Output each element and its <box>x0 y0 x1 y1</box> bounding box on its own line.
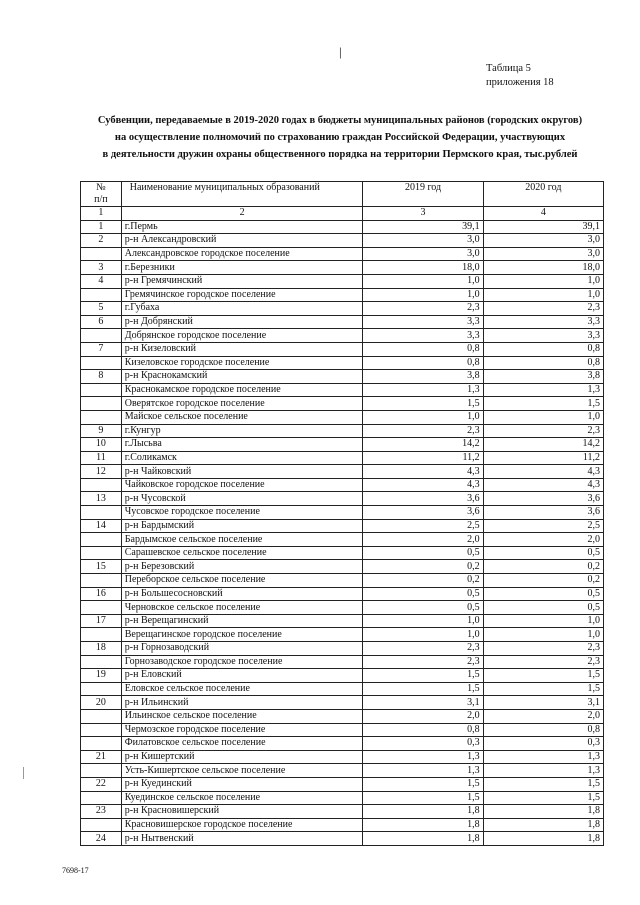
table-row <box>81 302 604 316</box>
document-code: 7698-17 <box>62 866 89 875</box>
municipality-name: Оверятское городское поселение <box>121 397 363 411</box>
subsidy-table <box>80 181 604 846</box>
table-row <box>81 315 604 329</box>
table-row <box>81 682 604 696</box>
value-2019: 3,6 <box>363 506 483 520</box>
row-number <box>81 737 122 751</box>
table-row <box>81 574 604 588</box>
value-2019: 1,0 <box>363 614 483 628</box>
table-row <box>81 288 604 302</box>
row-number <box>81 288 122 302</box>
table-row <box>81 329 604 343</box>
column-index: 1 <box>81 207 122 221</box>
municipality-name: р-н Добрянский <box>121 315 363 329</box>
row-number: 14 <box>81 519 122 533</box>
row-number <box>81 397 122 411</box>
row-number <box>81 546 122 560</box>
value-2020: 2,3 <box>483 642 603 656</box>
value-2020: 1,0 <box>483 614 603 628</box>
municipality-name: Ильинское сельское поселение <box>121 709 363 723</box>
title-line-1: Субвенции, передаваемые в 2019-2020 годах в бюджеты муниципальных районов (городских округов) <box>97 115 583 126</box>
value-2019: 0,5 <box>363 587 483 601</box>
table-row <box>81 832 604 846</box>
row-number: 7 <box>81 342 122 356</box>
row-number <box>81 478 122 492</box>
value-2019: 1,8 <box>363 832 483 846</box>
document-title <box>60 112 620 163</box>
table-row <box>81 642 604 656</box>
value-2020: 1,0 <box>483 628 603 642</box>
row-number: 19 <box>81 669 122 683</box>
value-2019: 3,0 <box>363 247 483 261</box>
value-2020: 0,8 <box>483 342 603 356</box>
row-number: 23 <box>81 805 122 819</box>
table-number: Таблица 5 <box>486 63 531 74</box>
header-name: Наименование муниципальных образований <box>121 182 363 207</box>
table-row <box>81 764 604 778</box>
value-2020: 1,8 <box>483 805 603 819</box>
municipality-name: г.Пермь <box>121 220 363 234</box>
municipality-name: Чермозское городское поселение <box>121 723 363 737</box>
table-row <box>81 370 604 384</box>
municipality-name: Сарашевское сельское поселение <box>121 546 363 560</box>
table-row <box>81 655 604 669</box>
value-2019: 2,5 <box>363 519 483 533</box>
municipality-name: Черновское сельское поселение <box>121 601 363 615</box>
table-row <box>81 506 604 520</box>
municipality-name: Куединское сельское поселение <box>121 791 363 805</box>
row-number <box>81 574 122 588</box>
value-2019: 3,0 <box>363 234 483 248</box>
municipality-name: Чайковское городское поселение <box>121 478 363 492</box>
column-index: 2 <box>121 207 363 221</box>
title-line-2: на осуществление полномочий по страхованию граждан Российской Федерации, участвующих <box>114 132 566 143</box>
municipality-name: р-н Нытвенский <box>121 832 363 846</box>
value-2020: 18,0 <box>483 261 603 275</box>
value-2019: 1,0 <box>363 274 483 288</box>
value-2019: 1,0 <box>363 288 483 302</box>
table-row <box>81 465 604 479</box>
row-number <box>81 818 122 832</box>
municipality-name: р-н Красновишерский <box>121 805 363 819</box>
value-2019: 1,5 <box>363 669 483 683</box>
value-2020: 1,3 <box>483 383 603 397</box>
value-2019: 3,8 <box>363 370 483 384</box>
municipality-name: р-н Чайковский <box>121 465 363 479</box>
header-2020: 2020 год <box>483 182 603 207</box>
header-2019: 2019 год <box>363 182 483 207</box>
municipality-name: Филатовское сельское поселение <box>121 737 363 751</box>
row-number <box>81 247 122 261</box>
municipality-name: Александровское городское поселение <box>121 247 363 261</box>
value-2020: 1,5 <box>483 777 603 791</box>
value-2019: 1,5 <box>363 397 483 411</box>
municipality-name: р-н Березовский <box>121 560 363 574</box>
row-number <box>81 764 122 778</box>
value-2020: 3,3 <box>483 315 603 329</box>
row-number <box>81 329 122 343</box>
value-2019: 1,3 <box>363 750 483 764</box>
value-2020: 11,2 <box>483 451 603 465</box>
row-number <box>81 709 122 723</box>
table-row <box>81 546 604 560</box>
value-2019: 1,0 <box>363 410 483 424</box>
value-2020: 3,3 <box>483 329 603 343</box>
row-number: 16 <box>81 587 122 601</box>
table-row <box>81 601 604 615</box>
row-number <box>81 356 122 370</box>
column-index: 4 <box>483 207 603 221</box>
value-2020: 1,8 <box>483 832 603 846</box>
municipality-name: Переборское сельское поселение <box>121 574 363 588</box>
table-row <box>81 777 604 791</box>
row-number: 17 <box>81 614 122 628</box>
table-row <box>81 261 604 275</box>
table-row <box>81 342 604 356</box>
value-2020: 1,3 <box>483 764 603 778</box>
value-2020: 1,5 <box>483 397 603 411</box>
municipality-name: Кизеловское городское поселение <box>121 356 363 370</box>
table-body <box>81 220 604 845</box>
value-2019: 11,2 <box>363 451 483 465</box>
municipality-name: р-н Александровский <box>121 234 363 248</box>
value-2019: 1,3 <box>363 764 483 778</box>
value-2019: 1,5 <box>363 682 483 696</box>
municipality-name: р-н Куединский <box>121 777 363 791</box>
value-2020: 2,3 <box>483 302 603 316</box>
row-number: 13 <box>81 492 122 506</box>
value-2020: 3,6 <box>483 506 603 520</box>
value-2020: 0,8 <box>483 723 603 737</box>
table-row <box>81 410 604 424</box>
value-2020: 1,5 <box>483 682 603 696</box>
row-number: 11 <box>81 451 122 465</box>
row-number <box>81 506 122 520</box>
municipality-name: р-н Бардымский <box>121 519 363 533</box>
row-number <box>81 601 122 615</box>
municipality-name: Усть-Кишертское сельское поселение <box>121 764 363 778</box>
row-number: 24 <box>81 832 122 846</box>
value-2020: 0,2 <box>483 574 603 588</box>
table-row <box>81 737 604 751</box>
municipality-name: г.Кунгур <box>121 424 363 438</box>
title-line-3: в деятельности дружин охраны общественного порядка на территории Пермского края, тыс.рублей <box>102 149 578 160</box>
municipality-name: р-н Еловский <box>121 669 363 683</box>
value-2019: 18,0 <box>363 261 483 275</box>
table-row <box>81 560 604 574</box>
value-2019: 0,2 <box>363 574 483 588</box>
value-2020: 0,8 <box>483 356 603 370</box>
table-row <box>81 587 604 601</box>
value-2019: 2,3 <box>363 642 483 656</box>
row-number: 18 <box>81 642 122 656</box>
value-2019: 0,3 <box>363 737 483 751</box>
table-row <box>81 805 604 819</box>
municipality-name: Гремячинское городское поселение <box>121 288 363 302</box>
value-2020: 1,0 <box>483 274 603 288</box>
value-2019: 2,3 <box>363 655 483 669</box>
value-2020: 1,0 <box>483 410 603 424</box>
row-number: 4 <box>81 274 122 288</box>
value-2020: 2,0 <box>483 533 603 547</box>
row-number <box>81 682 122 696</box>
row-number <box>81 628 122 642</box>
row-number <box>81 723 122 737</box>
table-row <box>81 519 604 533</box>
municipality-name: р-н Гремячинский <box>121 274 363 288</box>
row-number: 12 <box>81 465 122 479</box>
page-mark: | <box>339 44 342 59</box>
value-2019: 4,3 <box>363 478 483 492</box>
value-2020: 14,2 <box>483 438 603 452</box>
value-2019: 2,3 <box>363 302 483 316</box>
municipality-name: Красновишерское городское поселение <box>121 818 363 832</box>
value-2020: 2,3 <box>483 424 603 438</box>
row-number: 8 <box>81 370 122 384</box>
municipality-name: Майское сельское поселение <box>121 410 363 424</box>
value-2019: 39,1 <box>363 220 483 234</box>
table-row <box>81 492 604 506</box>
value-2020: 2,0 <box>483 709 603 723</box>
value-2019: 2,0 <box>363 709 483 723</box>
value-2019: 1,8 <box>363 818 483 832</box>
table-row <box>81 247 604 261</box>
value-2020: 0,2 <box>483 560 603 574</box>
row-number: 15 <box>81 560 122 574</box>
value-2020: 1,5 <box>483 791 603 805</box>
municipality-name: р-н Горнозаводский <box>121 642 363 656</box>
value-2019: 3,6 <box>363 492 483 506</box>
row-number: 21 <box>81 750 122 764</box>
table-row <box>81 709 604 723</box>
municipality-name: р-н Кизеловский <box>121 342 363 356</box>
table-row <box>81 274 604 288</box>
value-2019: 0,8 <box>363 356 483 370</box>
value-2019: 1,8 <box>363 805 483 819</box>
appendix-number: приложения 18 <box>486 77 554 88</box>
municipality-name: г.Губаха <box>121 302 363 316</box>
value-2020: 3,6 <box>483 492 603 506</box>
value-2020: 39,1 <box>483 220 603 234</box>
value-2020: 0,5 <box>483 546 603 560</box>
municipality-name: Краснокамское городское поселение <box>121 383 363 397</box>
row-number <box>81 655 122 669</box>
margin-mark <box>23 767 24 779</box>
value-2019: 2,3 <box>363 424 483 438</box>
table-row <box>81 791 604 805</box>
row-number <box>81 383 122 397</box>
value-2019: 0,2 <box>363 560 483 574</box>
municipality-name: р-н Краснокамский <box>121 370 363 384</box>
table-row <box>81 451 604 465</box>
value-2019: 1,5 <box>363 777 483 791</box>
table-row <box>81 533 604 547</box>
municipality-name: Еловское сельское поселение <box>121 682 363 696</box>
header-number: № п/п <box>81 182 122 207</box>
table-row <box>81 397 604 411</box>
municipality-name: р-н Ильинский <box>121 696 363 710</box>
value-2020: 0,5 <box>483 587 603 601</box>
table-row <box>81 220 604 234</box>
row-number: 1 <box>81 220 122 234</box>
value-2020: 1,8 <box>483 818 603 832</box>
table-row <box>81 750 604 764</box>
table-row <box>81 438 604 452</box>
municipality-name: г.Лысьва <box>121 438 363 452</box>
value-2019: 1,3 <box>363 383 483 397</box>
value-2019: 3,3 <box>363 329 483 343</box>
row-number <box>81 533 122 547</box>
value-2020: 3,0 <box>483 234 603 248</box>
row-number: 22 <box>81 777 122 791</box>
value-2019: 3,1 <box>363 696 483 710</box>
table-row <box>81 356 604 370</box>
table-row <box>81 696 604 710</box>
value-2020: 2,5 <box>483 519 603 533</box>
table-row <box>81 478 604 492</box>
value-2020: 1,5 <box>483 669 603 683</box>
table-row <box>81 628 604 642</box>
row-number: 6 <box>81 315 122 329</box>
municipality-name: г.Соликамск <box>121 451 363 465</box>
value-2019: 14,2 <box>363 438 483 452</box>
value-2020: 1,0 <box>483 288 603 302</box>
row-number: 5 <box>81 302 122 316</box>
table-row <box>81 818 604 832</box>
municipality-name: Верещагинское городское поселение <box>121 628 363 642</box>
value-2019: 0,8 <box>363 723 483 737</box>
value-2020: 2,3 <box>483 655 603 669</box>
value-2020: 4,3 <box>483 465 603 479</box>
value-2020: 0,5 <box>483 601 603 615</box>
value-2020: 3,0 <box>483 247 603 261</box>
table-row <box>81 669 604 683</box>
value-2020: 1,3 <box>483 750 603 764</box>
value-2019: 0,5 <box>363 546 483 560</box>
value-2020: 3,8 <box>483 370 603 384</box>
municipality-name: р-н Чусовской <box>121 492 363 506</box>
table-row <box>81 383 604 397</box>
table-row <box>81 424 604 438</box>
column-index-row <box>81 207 604 221</box>
table-row <box>81 723 604 737</box>
row-number: 9 <box>81 424 122 438</box>
row-number: 2 <box>81 234 122 248</box>
table-reference <box>486 62 554 90</box>
value-2019: 1,5 <box>363 791 483 805</box>
municipality-name: Бардымское сельское поселение <box>121 533 363 547</box>
municipality-name: р-н Большесосновский <box>121 587 363 601</box>
row-number: 20 <box>81 696 122 710</box>
value-2019: 0,5 <box>363 601 483 615</box>
municipality-name: г.Березники <box>121 261 363 275</box>
municipality-name: Добрянское городское поселение <box>121 329 363 343</box>
municipality-name: Горнозаводское городское поселение <box>121 655 363 669</box>
row-number: 3 <box>81 261 122 275</box>
column-index: 3 <box>363 207 483 221</box>
row-number: 10 <box>81 438 122 452</box>
value-2020: 0,3 <box>483 737 603 751</box>
table-row <box>81 614 604 628</box>
value-2020: 4,3 <box>483 478 603 492</box>
table-header-row <box>81 182 604 207</box>
value-2020: 3,1 <box>483 696 603 710</box>
row-number <box>81 410 122 424</box>
value-2019: 0,8 <box>363 342 483 356</box>
municipality-name: р-н Кишертский <box>121 750 363 764</box>
value-2019: 4,3 <box>363 465 483 479</box>
value-2019: 2,0 <box>363 533 483 547</box>
value-2019: 1,0 <box>363 628 483 642</box>
municipality-name: Чусовское городское поселение <box>121 506 363 520</box>
table-row <box>81 234 604 248</box>
municipality-name: р-н Верещагинский <box>121 614 363 628</box>
value-2019: 3,3 <box>363 315 483 329</box>
row-number <box>81 791 122 805</box>
